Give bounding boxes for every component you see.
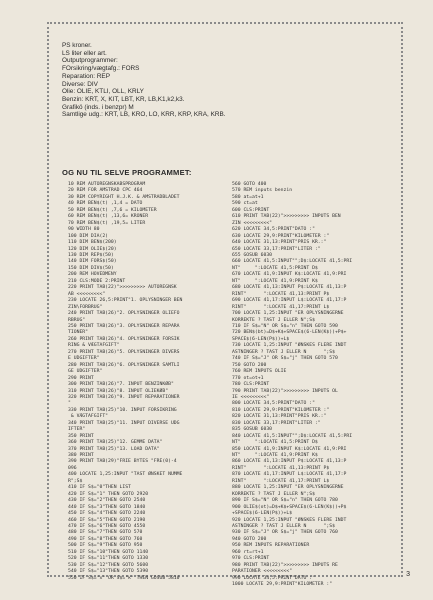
code-line: 096	[68, 465, 77, 471]
code-line: 630 LOCATE 29,9:PRINT"KILOMETER :"	[232, 233, 330, 239]
code-line: 640 LOCATE 31,13:PRINT"PRIS KR.:"	[232, 240, 327, 246]
code-line: RINT" ":LOCATE 41,17:PRINT L$	[232, 478, 330, 484]
code-line: RINT" ":LOCATE 41,13:PRINT P$	[232, 465, 330, 471]
code-line: 280 PRINT TAB(26)"6. OPLYSNINGER SAMTLI	[68, 362, 180, 368]
code-line: 290 PRINT	[68, 375, 94, 381]
code-line: 410 IF S$="0"THEN LIST	[68, 485, 131, 491]
code-line: ASTNINGER ? TAST J ELLER N ";S$	[232, 524, 335, 530]
code-line: 520 IF S$="11"THEN GOTO 1330	[68, 556, 149, 562]
code-line: 400 LOCATE 1,25:INPUT "TAST ØNSKET NUMME	[68, 472, 183, 478]
code-line: ZIN <<<<<<<<<"	[232, 220, 273, 226]
code-line: 700 LOCATE 1,25:INPUT "ER OPLYSNINGERNE	[232, 311, 344, 317]
code-line: 230 LOCATE 26,5:PRINT"1. OPLYSNINGER BEN	[68, 298, 183, 304]
code-line: 970 CLS:PRINT	[232, 556, 270, 562]
code-line: 690 LOCATE 41,17:INPUT L$:LOCATE 41,17:P	[232, 298, 347, 304]
code-line: RINT" ":LOCATE 41,13:PRINT P$	[232, 291, 330, 297]
code-line: 950 REM INPUTS REPARATIONER	[232, 543, 310, 549]
code-line: 370 PRINT TAB(25)"13. LOAD DATA"	[68, 446, 160, 452]
code-line: ASTNINGER ? TAST J ELLER N ";S$	[232, 349, 335, 355]
code-line: 660 LOCATE 41,5:INPUT"";D$:LOCATE 41,5:PRI	[232, 259, 353, 265]
abbreviation-legend	[62, 42, 362, 119]
code-line: 800 LOCATE 34,5:PRINT"DATO :"	[232, 401, 315, 407]
code-line: 500 IF S$="9"THEN GOTO 950	[68, 543, 143, 549]
legend-line: Diverse: DIV	[62, 80, 98, 88]
code-line: 890 IF S$="N" OR S$="n" THEN GOTO 780	[232, 498, 338, 504]
code-line: 260 PRINT TAB(26)"4. OPLYSNINGER FORSIK	[68, 336, 180, 342]
code-line: 830 LOCATE 33,17:PRINT"LITER :"	[232, 420, 321, 426]
code-line: 880 LOCATE 1,25:INPUT "ER OPLYSNINGERNE	[232, 485, 344, 491]
code-line: 790 PRINT TAB(22)">>>>>>>>> INPUTS OL	[232, 388, 338, 394]
code-line: PARATIONER <<<<<<<<<"	[232, 569, 293, 575]
code-line: 330 PRINT TAB(25)"10. INPUT FORSIKRING	[68, 407, 177, 413]
code-line: 240 PRINT TAB(26)"2. OPLYSNINGER OLIEFO	[68, 311, 180, 317]
page-number: 3	[406, 571, 410, 578]
code-line: 820 LOCATE 31,13:PRINT"PRIS KR.:"	[232, 414, 327, 420]
legend-line: Samtlige udg.: KRT, LB, KRO, LO, KRR, KRP, KRA, KRB.	[62, 111, 226, 119]
code-line: +SPACE$(6-LEN(P$))+L$	[232, 511, 293, 517]
code-line: IFTER"	[68, 427, 86, 433]
code-line: GE UDGIFTER"	[68, 369, 103, 375]
code-line: 320 PRINT TAB(26)"9. INPUT REPARATIONER	[68, 394, 180, 400]
code-line: 590 ct=at	[232, 201, 258, 207]
code-line: SPACE$(6-LEN(P$))+L$	[232, 336, 290, 342]
code-line: 300 PRINT TAB(26)"7. INPUT BENZINKØB"	[68, 382, 174, 388]
code-line: 600 CLS:PRINT	[232, 207, 270, 213]
code-line: 720 BEN$(bt)=D$+K$+SPACE$(6-LEN(K$))+P$+	[232, 330, 347, 336]
code-line: 150 DIM DIV$(50)	[68, 265, 114, 271]
code-line: 940 GOTO 200	[232, 536, 267, 542]
code-line: NT" ":LOCATE 41,5:PRINT D$	[232, 440, 318, 446]
code-line: "	[68, 401, 71, 407]
code-line: 980 PRINT TAB(22)">>>>>>>>> INPUTS RE	[232, 562, 338, 568]
code-line: 740 IF S$="J" OR S$="j" THEN GOTO 570	[232, 356, 338, 362]
code-line: NT" ":LOCATE 41,5:PRINT D$	[232, 265, 318, 271]
code-line: 1000 LOCATE 29,9:PRINT"KILOMETER :"	[232, 582, 333, 588]
code-line: 470 IF S$="6"THEN GOTO 4550	[68, 524, 146, 530]
legend-line: Reparation: REP	[62, 72, 110, 80]
code-line: 860 LOCATE 41,13:INPUT P$:LOCATE 41,13:P	[232, 459, 347, 465]
code-line: 710 IF S$="N" OR S$="n" THEN GOTO 590	[232, 323, 338, 329]
code-line: 220 PRINT TAB(22)">>>>>>>>> AUTOREGNSK	[68, 285, 177, 291]
code-line: 60 REM BEN$(t) ,13,6= KRONER	[68, 214, 149, 220]
code-line: 480 IF S$="7"THEN GOTO 570	[68, 530, 143, 536]
legend-line: PS kroner.	[62, 42, 92, 49]
code-line: 730 LOCATE 1,25:INPUT "ØNSKES FLERE INDT	[232, 343, 347, 349]
code-line: 780 CLS:PRINT	[232, 382, 270, 388]
code-line: 570 REM inputs benzin	[232, 188, 293, 194]
code-line: AB <<<<<<<<<"	[68, 291, 106, 297]
code-line: 650 LOCATE 33,17:PRINT"LITER :"	[232, 246, 321, 252]
legend-line: FOrsikring/vægtafg.: FORS	[62, 65, 140, 73]
code-line: NT" ":LOCATE 41,9:PRINT K$	[232, 453, 318, 459]
code-line: 420 IF S$="1" THEN GOTO 2920	[68, 491, 149, 497]
code-line: 760 REM INPUTS OLIE	[232, 369, 287, 375]
code-line: 680 LOCATE 41,13:INPUT P$:LOCATE 41,13:P	[232, 285, 347, 291]
code-line: 770 ot=ot+1	[232, 375, 264, 381]
code-line: 120 DIM OLIE$(20)	[68, 246, 117, 252]
code-line: 20 REM FOR AMSTRAD CPC 464	[68, 188, 143, 194]
code-line: 530 IF S$="12"THEN GOTO 5600	[68, 562, 149, 568]
legend-line: Benzin: KRT, X, KIT, LBT, KR, LB,K1,k2,k3.	[62, 95, 185, 103]
code-line: 840 LOCATE 41,5:INPUT"";D$:LOCATE 41,5:PRI	[232, 433, 353, 439]
code-line: 310 PRINT TAB(26)"8. INPUT OLIEKØB"	[68, 388, 169, 394]
code-line: 990 LOCATE 34,5:PRINT"DATO :"	[232, 575, 315, 581]
code-line: NT" ":LOCATE 41,9:PRINT K$	[232, 278, 318, 284]
code-line: 270 PRINT TAB(26)"5. OPLYSNINGER DIVERS	[68, 349, 180, 355]
code-line: 110 DIM BEN$(200)	[68, 240, 117, 246]
legend-line: LS liter eller art.	[62, 49, 107, 57]
code-line: RINT" ":LOCATE 41,17:PRINT L$	[232, 304, 330, 310]
code-line: 920 LOCATE 1,25:INPUT "ØNSKES FLERE INDT	[232, 517, 347, 523]
code-line: 560 GOTO 400	[232, 182, 267, 187]
code-line: 870 LOCATE 41,17:INPUT L$:LOCATE 41,17:P	[232, 472, 347, 478]
code-line: 960 rt=rt+1	[232, 549, 264, 555]
code-line: 670 LOCATE 41,9:INPUT K$:LOCATE 41,9:PRI	[232, 272, 347, 278]
code-line: 100 DIM DIA(2)	[68, 233, 109, 239]
code-line: 450 IF S$="4"THEN GOTO 2240	[68, 511, 146, 517]
code-line: 50 REM BEN$(t) ,7,6 = KILOMETER	[68, 207, 157, 213]
code-line: 490 IF S$="8"THEN GOTO 760	[68, 536, 143, 542]
code-line: KORREKTE ? TAST J ELLER N";S$	[232, 317, 315, 323]
code-line: 900 OLIE$(ot)=D$+K$+SPACE$(6-LEN(K$))+P$	[232, 504, 347, 510]
code-line: 440 IF S$="3"THEN GOTO 1840	[68, 504, 146, 510]
code-line: 40 REM BEN$(t) ,1,4 = DATO	[68, 201, 143, 207]
code-line: E UDGIFTER"	[68, 356, 100, 362]
code-line: TIONER"	[68, 330, 89, 336]
code-line: 340 PRINT TAB(25)"11. INPUT DIVERSE UDG	[68, 420, 180, 426]
code-line: R";S$	[68, 478, 83, 484]
legend-line: Olie: OLIE, KTLI, OLL, KRLY	[62, 88, 144, 96]
code-line: 460 IF S$="5"THEN GOTO 2190	[68, 517, 146, 523]
code-line: 360 PRINT TAB(25)"12. GEMME DATA"	[68, 440, 163, 446]
code-line: 350 PRINT	[68, 433, 94, 439]
code-line: 540 IF S$="13"THEN GOTO 5390	[68, 569, 149, 575]
code-line: 510 IF S$="10"THEN GOTO 1140	[68, 549, 149, 555]
code-line: 390 PRINT TAB(29)"FRIE BYTES "FRE(0)-4	[68, 459, 177, 465]
legend-line: Grafikö (inds. i benzpr) M	[62, 103, 134, 111]
code-line: 620 LOCATE 34,5:PRINT"DATO :"	[232, 227, 315, 233]
code-listing-right	[232, 182, 397, 589]
code-line: ZIN\FORBRUG"	[68, 304, 103, 310]
code-line: 550 IF S$="x" OR S$="k" THEN GOSUB 5810	[68, 575, 180, 581]
code-line: IE <<<<<<<<<"	[232, 394, 270, 400]
code-line: 250 PRINT TAB(26)"3. OPLYSNINGER REPARA	[68, 323, 180, 329]
section-heading: OG NU TIL SELVE PROGRAMMET:	[62, 168, 192, 177]
code-listing-left	[68, 182, 228, 582]
code-line: 835 GOSUB 6030	[232, 427, 273, 433]
code-line: 90 WIDTH 80	[68, 227, 100, 233]
code-line: 850 LOCATE 41,9:INPUT K$:LOCATE 41,9:PRI	[232, 446, 347, 452]
code-line: 380 PRINT	[68, 453, 94, 459]
code-line: 10 REM AUTOREGNSKABSPROGRAM	[68, 182, 146, 187]
code-line: 655 GOSUB 6030	[232, 252, 273, 258]
code-line: 140 DIM FORS$(50)	[68, 259, 117, 265]
code-line: 130 DIM REP$(50)	[68, 252, 114, 258]
code-line: RBRUG"	[68, 317, 86, 323]
code-line: 930 IF S$="J" OR S$="j" THEN GOTO 760	[232, 530, 338, 536]
code-line: KORREKTE ? TAST J ELLER N";S$	[232, 491, 315, 497]
code-line: 430 IF S$="2"THEN GOTO 2540	[68, 498, 146, 504]
code-line: 810 LOCATE 29,9:PRINT"KILOMETER :"	[232, 407, 330, 413]
code-line: RING & VÆGTAFGIFT"	[68, 343, 120, 349]
code-line: 580 at=at+1	[232, 194, 264, 200]
legend-line: Outputprogrammer:	[62, 57, 118, 65]
code-line: 30 REM COPYRIGHT H.J.K. & AMSTRADBLADET	[68, 194, 180, 200]
code-line: 200 REM HOVEDMENY	[68, 272, 117, 278]
code-line: 70 REM BEN$(t) ,19,5= LITER	[68, 220, 146, 226]
code-line: 750 GOTO 200	[232, 362, 267, 368]
code-line: & VÆGTAFGIFT"	[68, 414, 109, 420]
code-line: 610 PRINT TAB(22)">>>>>>>>> INPUTS BEN	[232, 214, 341, 220]
code-line: 210 CLS:MODE 2:PRINT	[68, 278, 126, 284]
